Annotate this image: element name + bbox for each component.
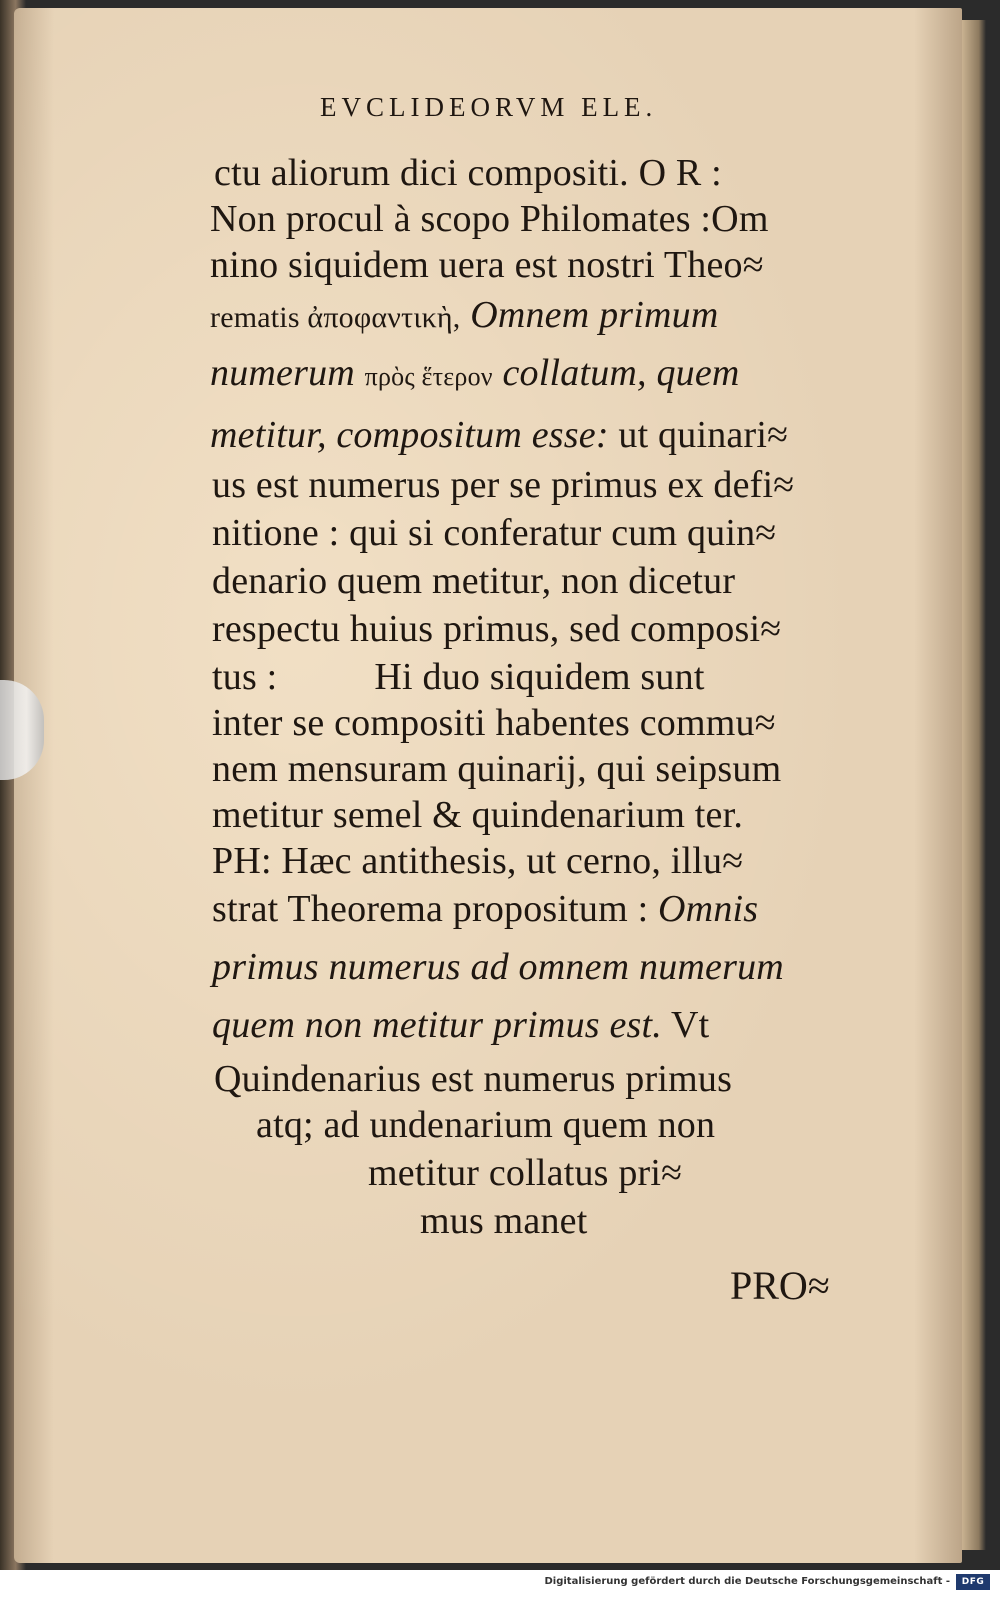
text-line-19: Quindenarius est numerus primus: [214, 1058, 733, 1100]
catchword: PRO≈: [730, 1263, 830, 1308]
text-line-3: nino siquidem uera est nostri Theo≈: [210, 244, 764, 286]
running-head: EVCLIDEORVM ELE.: [320, 92, 658, 122]
text-line-10: respectu huius primus, sed composi≈: [212, 608, 782, 650]
text-line-2: Non procul à scopo Philomates :Om: [210, 198, 769, 240]
text-line-7: us est numerus per se primus ex defi≈: [212, 464, 795, 506]
text-line-18: quem non metitur primus est. Vt: [212, 1004, 710, 1046]
text-line-5: numerum πρὸς ἕτερον collatum, quem: [210, 352, 740, 394]
text-line-20: atq; ad undenarium quem non: [256, 1104, 716, 1146]
text-line-14: metitur semel & quindenarium ter.: [212, 794, 744, 836]
text-line-22: mus manet: [420, 1200, 588, 1242]
text-line-9: denario quem metitur, non dicetur: [212, 560, 736, 602]
text-line-11: tus : Hi duo siquidem sunt: [212, 656, 705, 698]
text-line-21: metitur collatus pri≈: [368, 1152, 683, 1194]
text-line-6: metitur, compositum esse: ut quinari≈: [210, 414, 789, 456]
footer-credit: Digitalisierung gefördert durch die Deutsche Forschungsgemeinschaft -: [544, 1576, 950, 1587]
text-line-15: PH: Hæc antithesis, ut cerno, illu≈: [212, 840, 744, 882]
text-line-8: nitione : qui si conferatur cum quin≈: [212, 512, 777, 554]
text-line-13: nem mensuram quinarij, qui seipsum: [212, 748, 782, 790]
dfg-logo: DFG: [956, 1574, 990, 1590]
footer-bar: [0, 1570, 1000, 1599]
text-line-4: rematis ἀποφαντικὴ, Omnem primum: [210, 294, 719, 336]
text-line-1: ctu aliorum dici compositi. O R :: [214, 152, 722, 194]
text-line-17: primus numerus ad omnem numerum: [212, 946, 784, 988]
text-line-16: strat Theorema propositum : Omnis: [212, 888, 759, 930]
text-line-12: inter se compositi habentes commu≈: [212, 702, 776, 744]
